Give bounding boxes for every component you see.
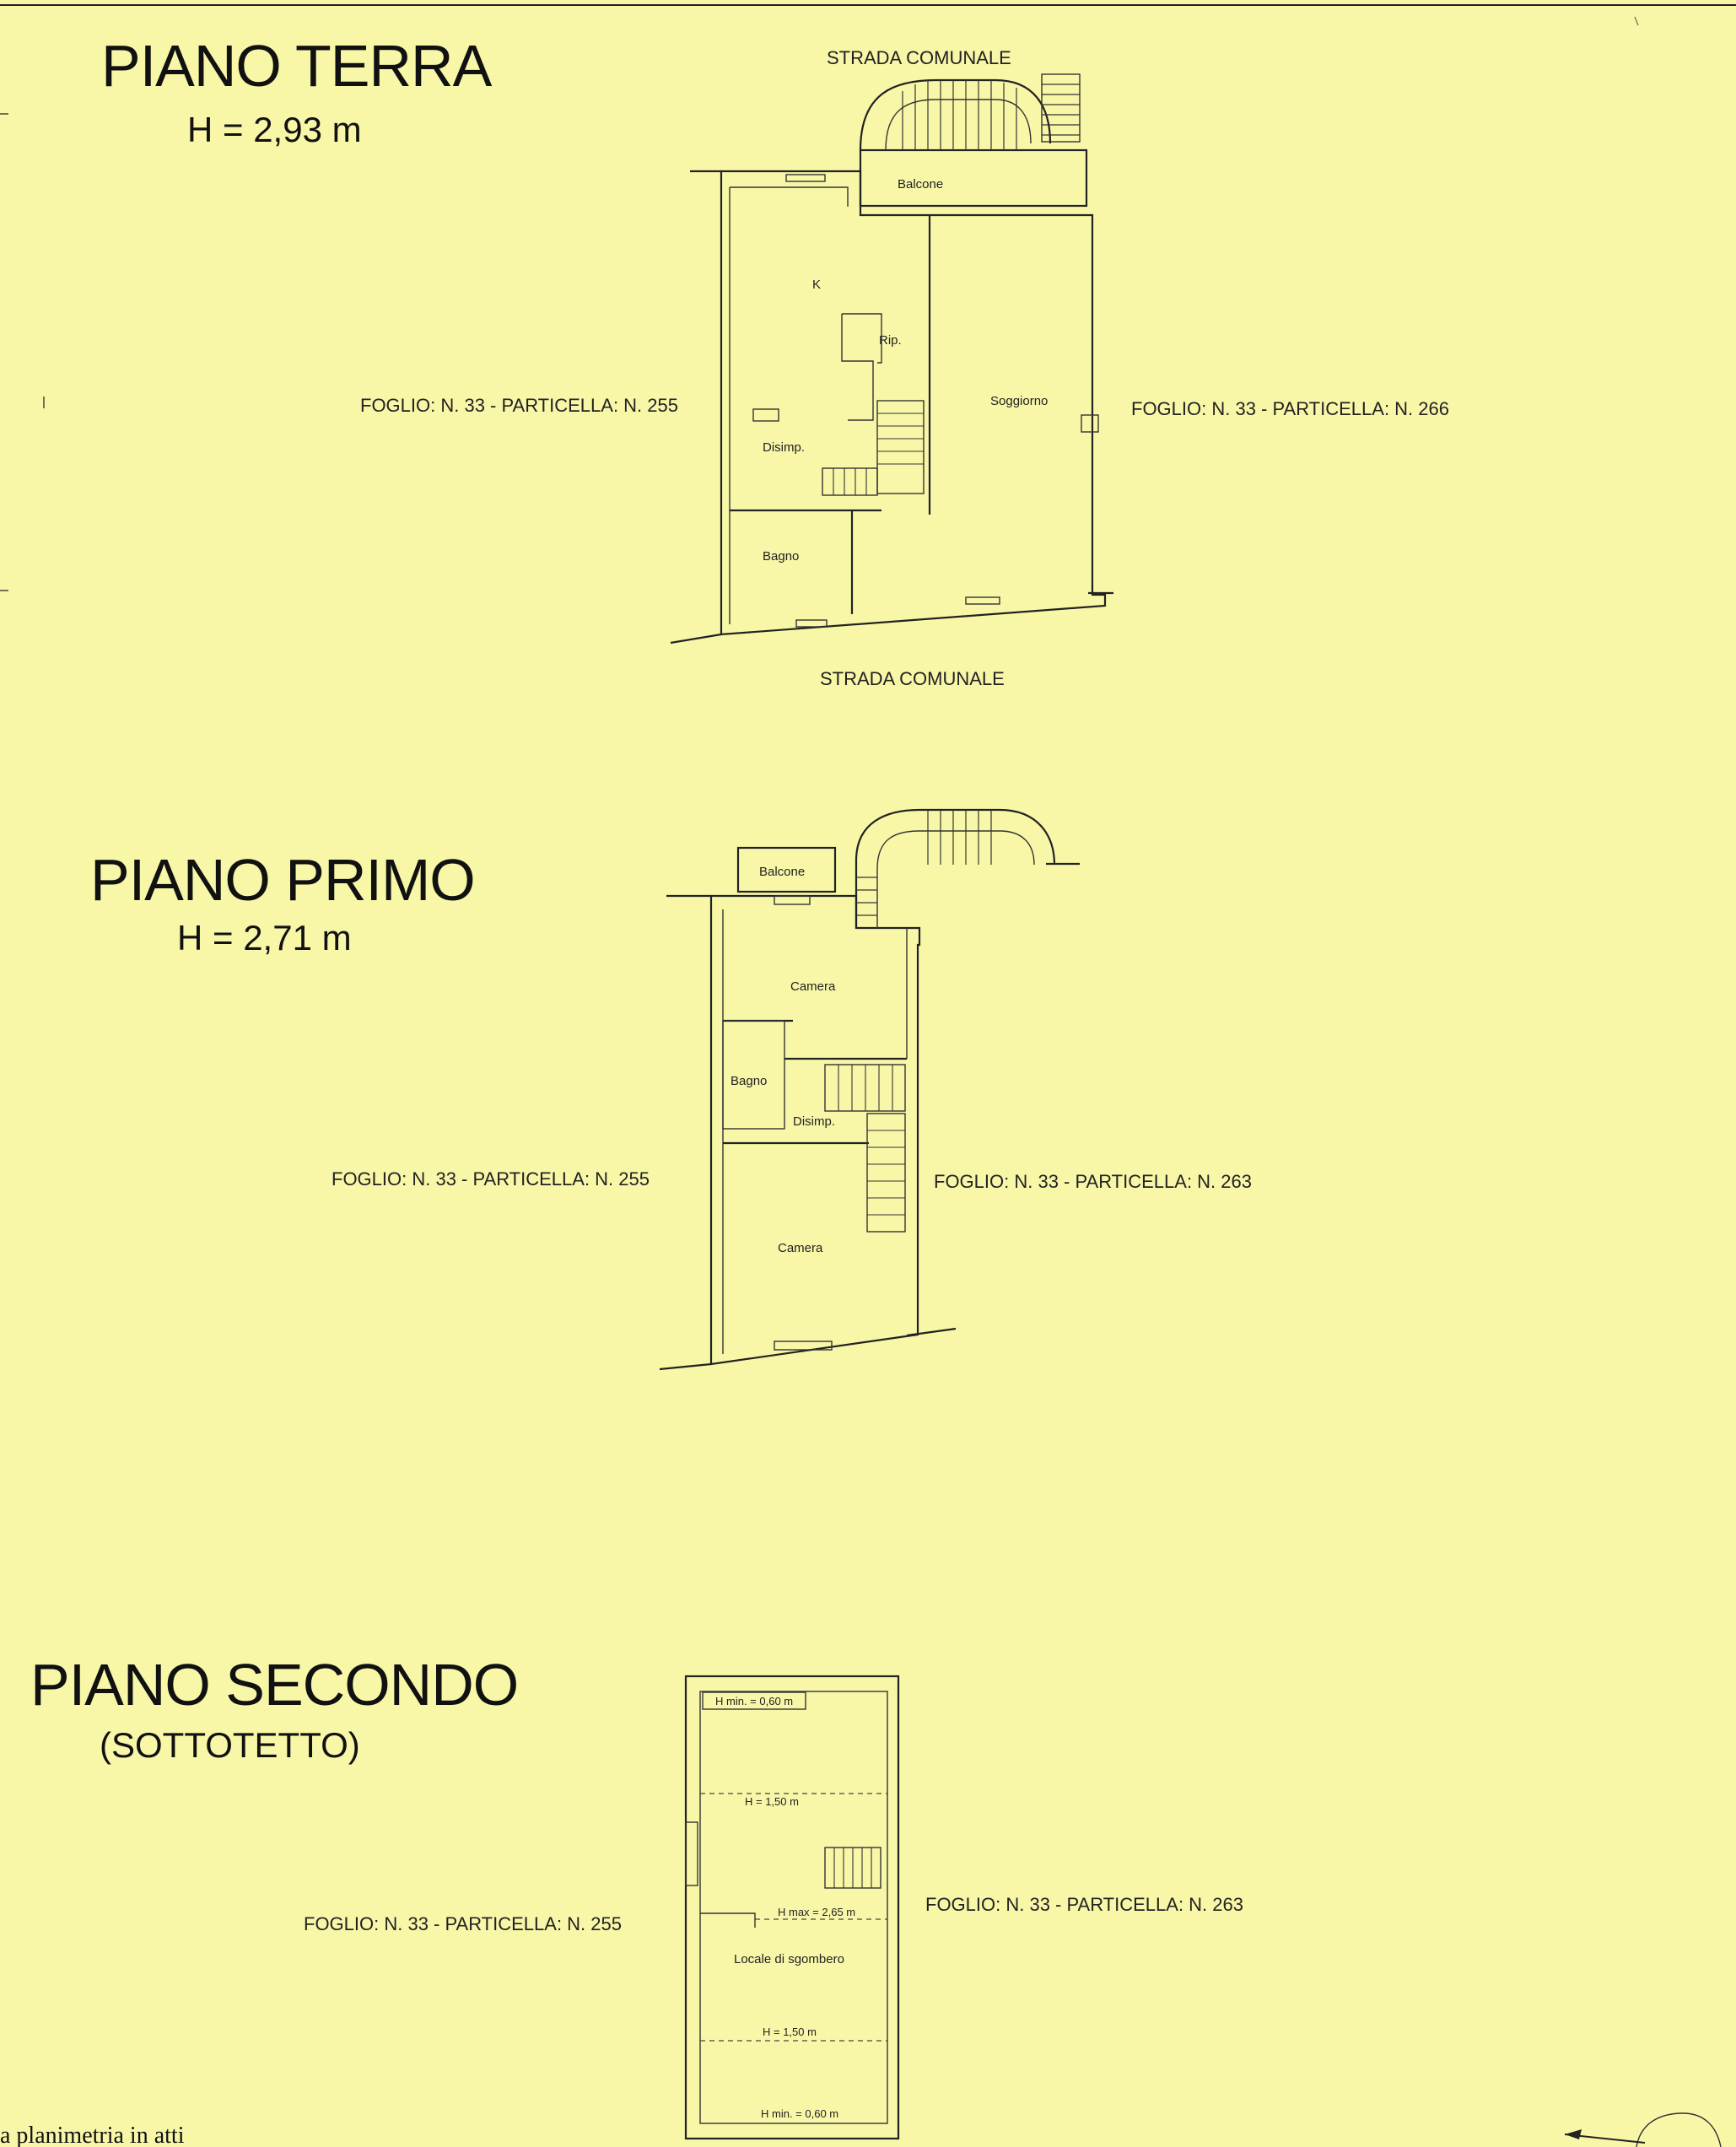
- room-label-bagno-first: Bagno: [731, 1074, 768, 1088]
- room-label-bagno-ground: Bagno: [763, 549, 800, 564]
- plan-ground-floor: [671, 74, 1113, 643]
- floor-title-ground: PIANO TERRA: [101, 33, 492, 99]
- height-note-hmax: H max = 2,65 m: [778, 1906, 856, 1918]
- height-note-h150-top: H = 1,50 m: [745, 1795, 799, 1808]
- parcel-label-first-left: FOGLIO: N. 33 - PARTICELLA: N. 255: [332, 1168, 650, 1189]
- room-label-balcone-ground: Balcone: [898, 177, 944, 192]
- north-arrow-icon: [1565, 2113, 1721, 2147]
- room-label-k: K: [812, 278, 822, 292]
- room-label-soggiorno: Soggiorno: [990, 394, 1049, 408]
- room-label-camera-first-top: Camera: [790, 979, 836, 994]
- parcel-label-second-left: FOGLIO: N. 33 - PARTICELLA: N. 255: [304, 1913, 622, 1934]
- parcel-label-ground-left: FOGLIO: N. 33 - PARTICELLA: N. 255: [360, 395, 678, 416]
- floor-title-first: PIANO PRIMO: [90, 847, 475, 913]
- street-label-top: STRADA COMUNALE: [827, 47, 1011, 68]
- height-note-hmin-top: H min. = 0,60 m: [715, 1695, 794, 1707]
- plan-second-floor: [686, 1676, 898, 2139]
- floor-height-second: (SOTTOTETTO): [100, 1725, 360, 1765]
- floor-title-second: PIANO SECONDO: [30, 1652, 519, 1718]
- room-label-camera-first-bottom: Camera: [778, 1241, 823, 1255]
- room-label-locale-sgombero: Locale di sgombero: [734, 1952, 844, 1966]
- plan-first-floor: [660, 810, 1080, 1369]
- height-note-h150-bottom: H = 1,50 m: [763, 2026, 817, 2038]
- footer-note: a planimetria in atti: [0, 2123, 185, 2147]
- room-label-rip: Rip.: [879, 333, 902, 348]
- street-label-bottom: STRADA COMUNALE: [820, 668, 1005, 689]
- room-label-balcone-first: Balcone: [759, 865, 806, 879]
- parcel-label-ground-right: FOGLIO: N. 33 - PARTICELLA: N. 266: [1131, 398, 1449, 419]
- room-label-disimp-ground: Disimp.: [763, 440, 806, 455]
- room-label-disimp-first: Disimp.: [793, 1114, 836, 1129]
- parcel-label-second-right: FOGLIO: N. 33 - PARTICELLA: N. 263: [925, 1894, 1243, 1915]
- parcel-label-first-right: FOGLIO: N. 33 - PARTICELLA: N. 263: [934, 1171, 1252, 1192]
- floor-height-ground: H = 2,93 m: [187, 110, 362, 149]
- floor-height-first: H = 2,71 m: [177, 918, 352, 958]
- height-note-hmin-bottom: H min. = 0,60 m: [761, 2107, 839, 2120]
